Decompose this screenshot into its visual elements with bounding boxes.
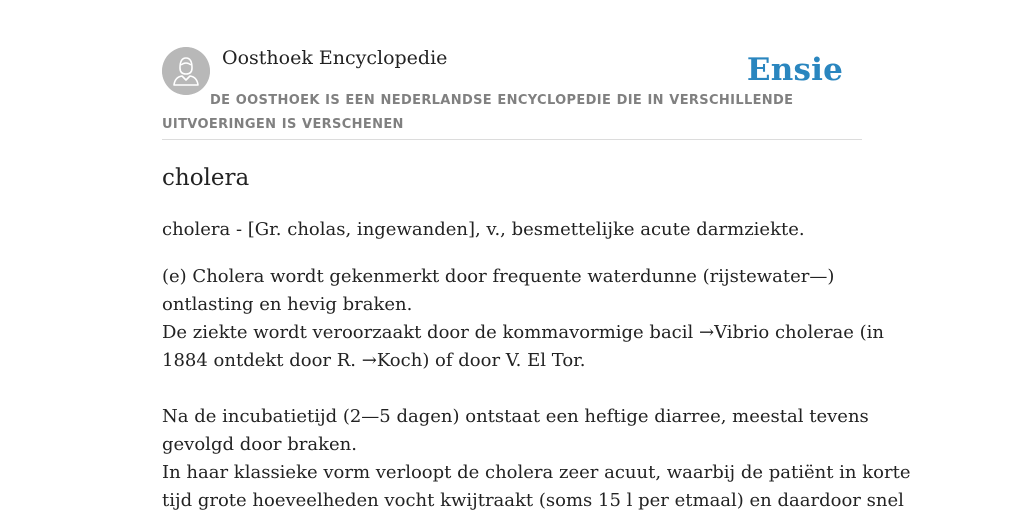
body-text-segment: 1884 ontdekt door R. xyxy=(162,350,362,371)
source-header xyxy=(162,0,862,140)
body-line: gevolgd door braken. xyxy=(162,434,357,455)
body-line: tijd grote hoeveelheden vocht kwijtraakt (soms 15 l per etmaal) en daardoor snel xyxy=(162,490,904,511)
body-line: (e) Cholera wordt gekenmerkt door frequente waterdunne (rijstewater—) xyxy=(162,266,835,287)
entry-definition: cholera - [Gr. cholas, ingewanden], v., besmettelijke acute darmziekte. xyxy=(162,219,805,240)
source-avatar[interactable] xyxy=(162,47,210,95)
paragraph-gap xyxy=(162,375,862,403)
entry-body xyxy=(162,263,911,512)
user-icon xyxy=(162,47,210,95)
link-koch[interactable]: →Koch xyxy=(361,350,423,371)
body-line: ontlasting en hevig braken. xyxy=(162,294,413,315)
source-title[interactable]: Oosthoek Encyclopedie xyxy=(222,47,448,69)
body-line xyxy=(162,319,884,347)
link-vibrio-cholerae[interactable]: →Vibrio cholerae xyxy=(699,322,854,343)
body-text-segment: De ziekte wordt veroorzaakt door de kommavormige bacil xyxy=(162,322,699,343)
body-text-segment: (in xyxy=(853,322,884,343)
entry-title: cholera xyxy=(162,165,250,191)
body-line: Na de incubatietijd (2—5 dagen) ontstaat een heftige diarree, meestal tevens xyxy=(162,406,869,427)
source-tagline: DE OOSTHOEK IS EEN NEDERLANDSE ENCYCLOPEDIE DIE IN VERSCHILLENDE UITVOERINGEN IS VERSCHENEN xyxy=(162,93,794,132)
body-line: In haar klassieke vorm verloopt de cholera zeer acuut, waarbij de patiënt in korte xyxy=(162,462,911,483)
body-text-segment: ) of door V. El Tor. xyxy=(422,350,586,371)
ensie-logo-link[interactable]: Ensie xyxy=(746,52,843,88)
body-line xyxy=(162,347,862,375)
content-container xyxy=(162,0,911,511)
